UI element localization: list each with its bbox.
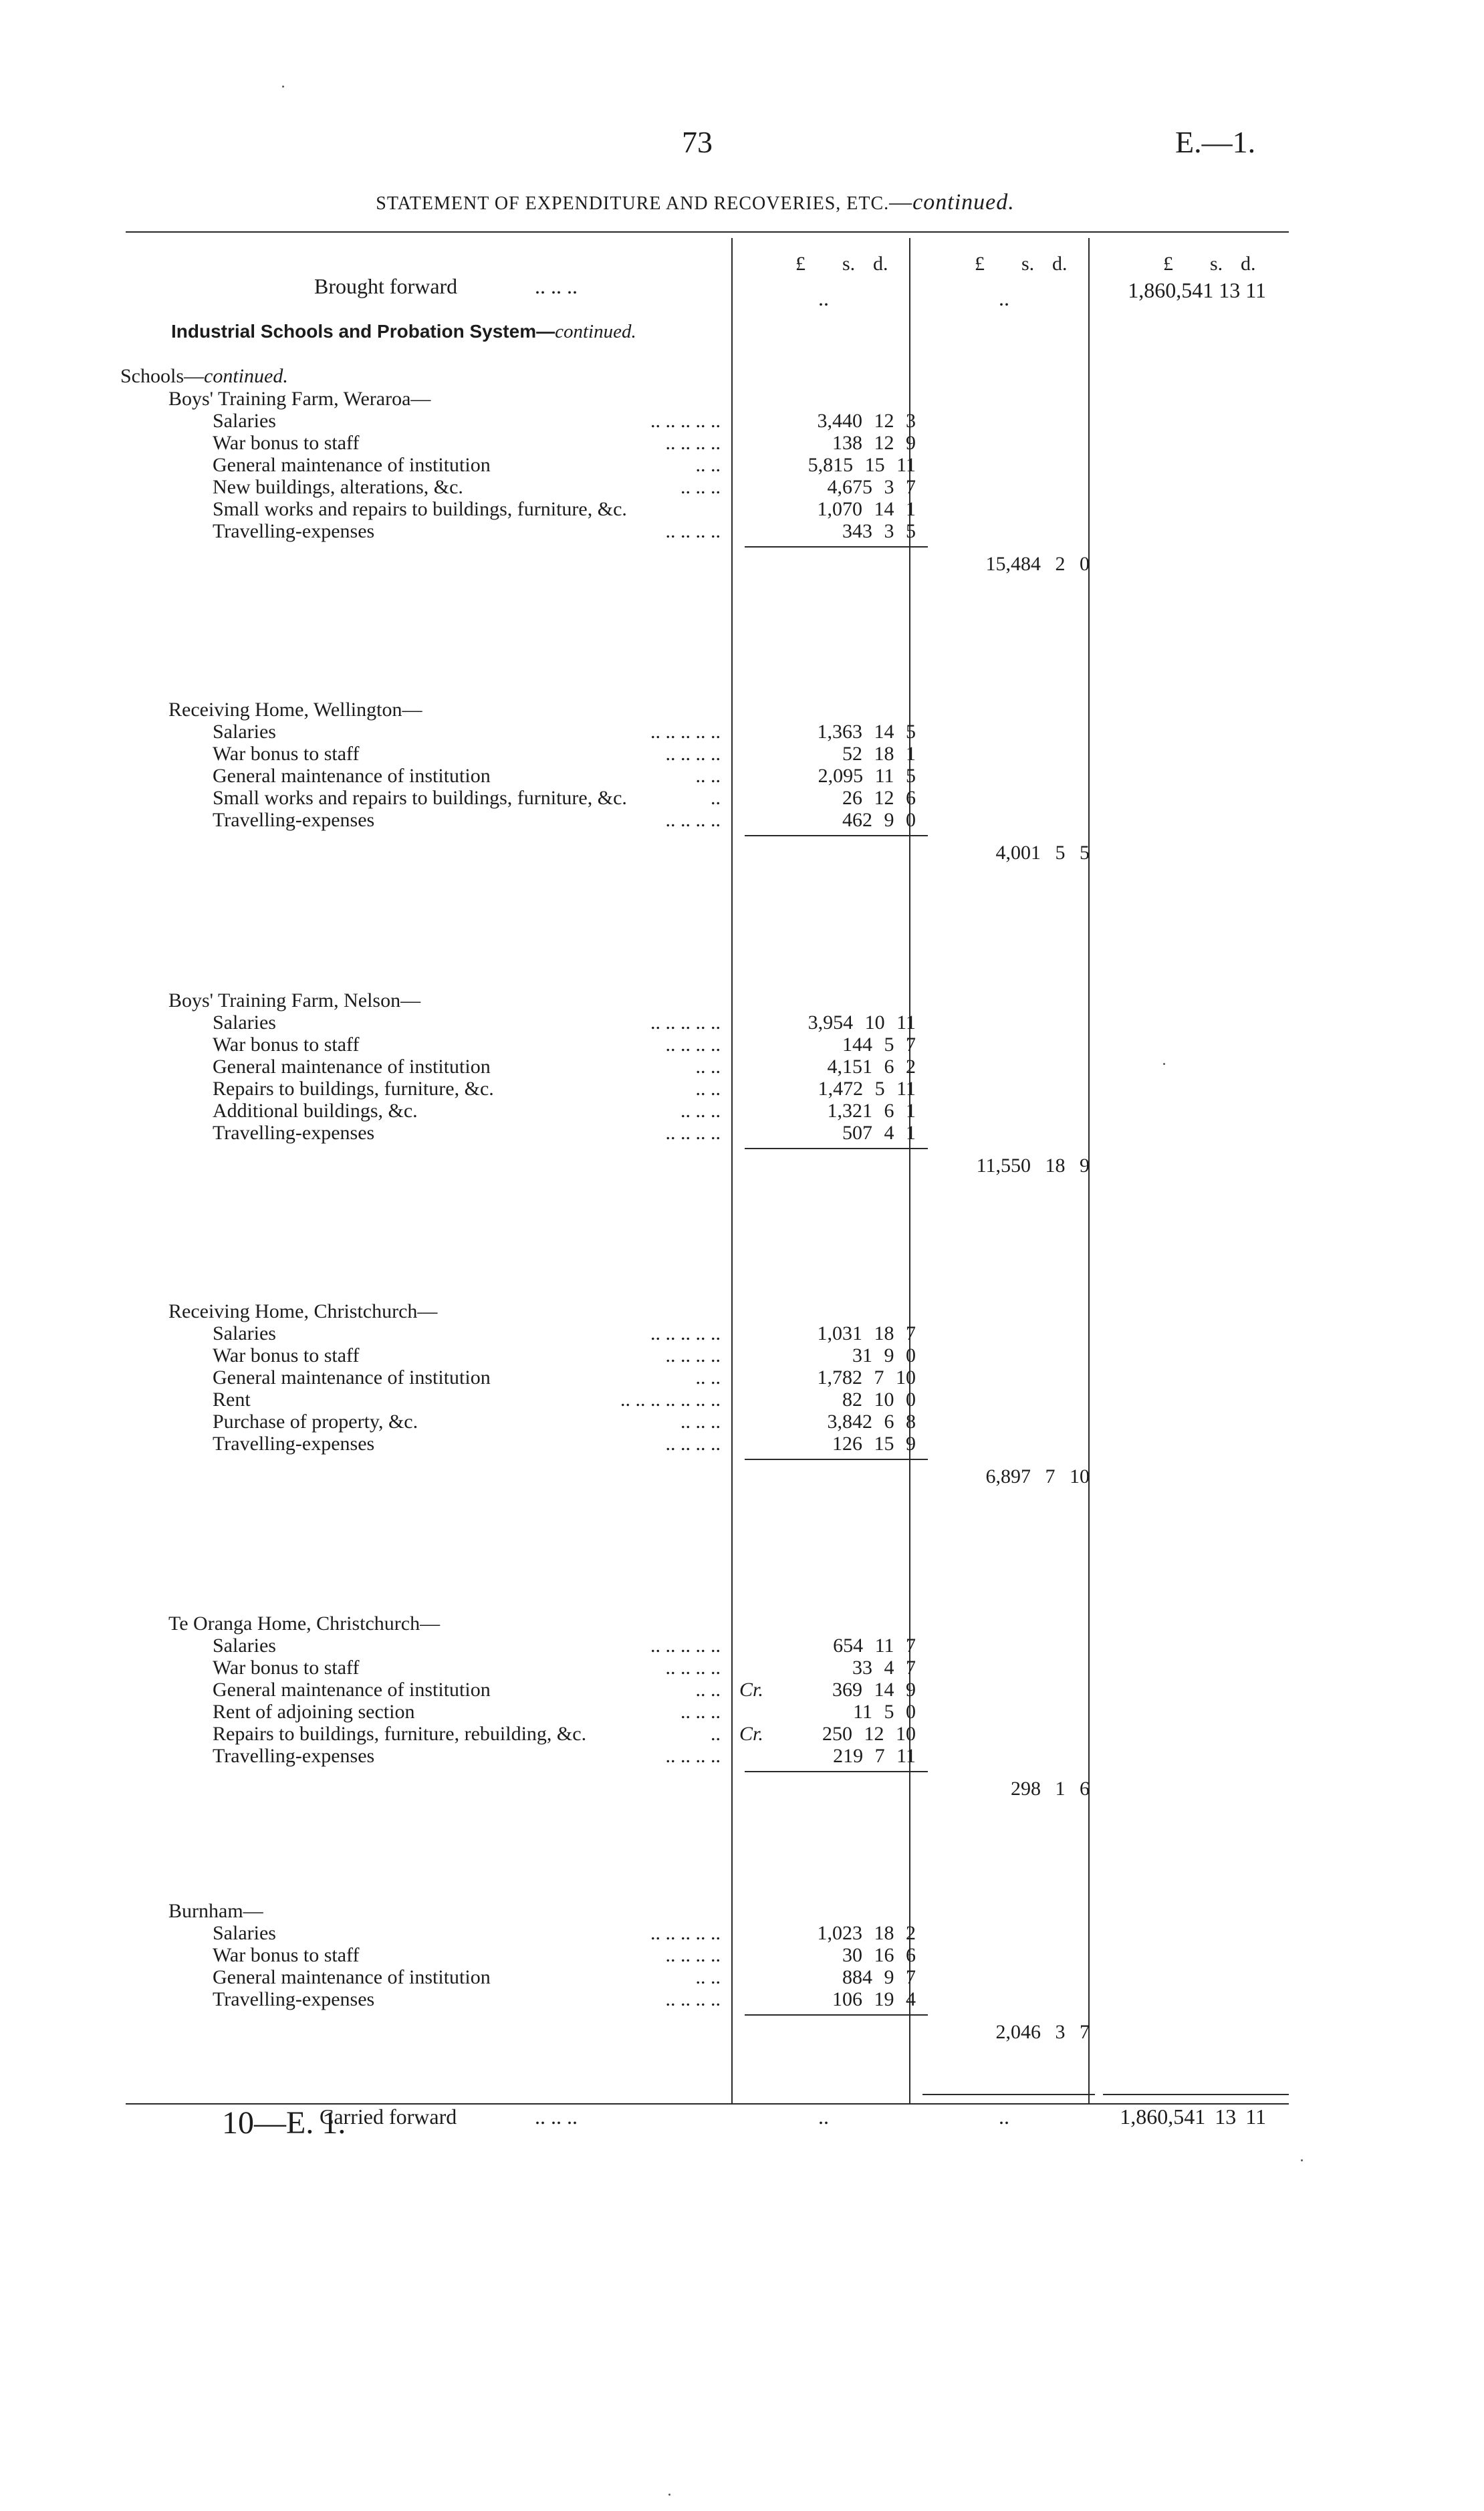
line-item-amount: 126 15 9	[832, 1433, 916, 1455]
line-item-label: Salaries	[213, 410, 276, 432]
line-item-label: Salaries	[213, 1635, 276, 1657]
line-item-dots: .. ..	[695, 765, 721, 787]
line-item-dots: .. .. .. ..	[665, 520, 721, 542]
line-item-dots: .. ..	[695, 1679, 721, 1701]
statement-title	[0, 190, 1390, 215]
line-item-dots: .. .. .. ..	[665, 809, 721, 831]
line-item-label: War bonus to staff	[213, 1034, 360, 1056]
line-item-amount: 250 12 10	[822, 1723, 916, 1745]
carried-forward-col1: ..	[818, 2105, 829, 2129]
print-speck	[1163, 1063, 1165, 1065]
line-item-dots: .. .. .. .. ..	[650, 1322, 721, 1344]
line-item-label: Salaries	[213, 1322, 276, 1344]
line-item-dots: .. .. .. ..	[665, 743, 721, 765]
line-item-label: Small works and repairs to buildings, furniture, &c.	[213, 498, 627, 520]
section-heading-continued: continued.	[555, 321, 636, 342]
brought-forward-label: Brought forward	[314, 274, 458, 298]
line-item-amount: 3,842 6 8	[827, 1411, 916, 1433]
group-heading: Burnham—	[168, 1900, 263, 1922]
line-item-label: War bonus to staff	[213, 1344, 360, 1366]
carried-forward-dots: .. .. ..	[535, 2105, 578, 2129]
line-item-label: General maintenance of institution	[213, 1679, 491, 1701]
line-item-dots: .. .. ..	[681, 476, 721, 498]
line-item-dots: .. .. .. .. ..	[650, 1922, 721, 1944]
brought-forward-col2: ..	[999, 286, 1009, 310]
line-item-label: General maintenance of institution	[213, 454, 491, 476]
line-item-dots: .. .. .. ..	[665, 1944, 721, 1966]
line-item-amount: 82 10 0	[842, 1389, 916, 1411]
title-main: STATEMENT OF EXPENDITURE AND RECOVERIES, ETC.	[376, 193, 890, 214]
line-item-amount: 2,095 11 5	[818, 765, 916, 787]
line-item-amount: 3,954 10 11	[808, 1011, 916, 1034]
line-item-dots: .. .. .. ..	[665, 1034, 721, 1056]
credit-marker: Cr.	[739, 1723, 763, 1745]
subtotal-rule	[745, 1459, 928, 1460]
line-item-dots: ..	[711, 1723, 721, 1745]
line-item-label: Additional buildings, &c.	[213, 1100, 418, 1122]
carried-forward-total: 1,860,541 13 11	[1120, 2105, 1266, 2129]
print-speck	[668, 2494, 670, 2496]
currency-header-col2-s: s.	[1021, 253, 1035, 275]
line-item-label: Travelling-expenses	[213, 1433, 375, 1455]
line-item-dots: .. .. .. ..	[665, 1657, 721, 1679]
group-subtotal: 15,484 2 0	[985, 553, 1090, 575]
line-item-amount: 343 3 5	[842, 520, 916, 542]
group-heading: Receiving Home, Wellington—	[168, 699, 422, 721]
brought-forward-total: 1,860,541 13 11	[1128, 278, 1266, 302]
line-item-amount: 1,321 6 1	[827, 1100, 916, 1122]
line-item-amount: 4,675 3 7	[827, 476, 916, 498]
line-item-amount: 52 18 1	[842, 743, 916, 765]
group-heading: Te Oranga Home, Christchurch—	[168, 1612, 441, 1635]
carried-forward-col2: ..	[999, 2105, 1009, 2129]
line-item-label: General maintenance of institution	[213, 1966, 491, 1988]
line-item-amount: 1,363 14 5	[817, 721, 916, 743]
print-speck	[1301, 2159, 1303, 2161]
carried-rule-col2	[922, 2094, 1095, 2095]
line-item-dots: .. ..	[695, 1056, 721, 1078]
group-heading: Boys' Training Farm, Weraroa—	[168, 388, 431, 410]
section-heading	[171, 321, 636, 343]
brought-forward-col1: ..	[818, 286, 829, 310]
line-item-dots: .. .. ..	[681, 1701, 721, 1723]
line-item-amount: 144 5 7	[842, 1034, 916, 1056]
line-item-amount: 4,151 6 2	[827, 1056, 916, 1078]
line-item-dots: .. .. .. ..	[665, 1988, 721, 2010]
page-number: 73	[682, 125, 713, 159]
group-subtotal: 4,001 5 5	[995, 842, 1090, 864]
subtotal-rule	[745, 1148, 928, 1149]
currency-header-col2-pound: £	[975, 253, 985, 275]
footer-reference: 10—E. 1.	[222, 2105, 346, 2141]
line-item-amount: 11 5 0	[853, 1701, 916, 1723]
line-item-amount: 1,782 7 10	[817, 1366, 916, 1389]
line-item-amount: 106 19 4	[832, 1988, 916, 2010]
title-continued: continued.	[912, 190, 1015, 215]
subtotal-rule	[745, 546, 928, 548]
line-item-label: Repairs to buildings, furniture, &c.	[213, 1078, 494, 1100]
line-item-dots: .. ..	[695, 1966, 721, 1988]
line-item-label: War bonus to staff	[213, 743, 360, 765]
line-item-label: Travelling-expenses	[213, 809, 375, 831]
line-item-label: Salaries	[213, 721, 276, 743]
line-item-dots: .. .. ..	[681, 1100, 721, 1122]
line-item-label: Travelling-expenses	[213, 520, 375, 542]
line-item-dots: .. .. .. ..	[665, 1433, 721, 1455]
line-item-label: Rent of adjoining section	[213, 1701, 415, 1723]
line-item-dots: .. .. .. ..	[665, 432, 721, 454]
group-subtotal: 2,046 3 7	[995, 2021, 1090, 2043]
line-item-dots: .. .. .. .. ..	[650, 1011, 721, 1034]
currency-header-col2-d: d.	[1052, 253, 1068, 275]
group-heading: Boys' Training Farm, Nelson—	[168, 989, 421, 1011]
line-item-amount: 507 4 1	[842, 1122, 916, 1144]
line-item-label: War bonus to staff	[213, 432, 360, 454]
line-item-amount: 33 4 7	[852, 1657, 916, 1679]
line-item-amount: 1,472 5 11	[818, 1078, 916, 1100]
schools-label-main: Schools	[120, 365, 184, 387]
currency-header-col3-d: d.	[1241, 253, 1256, 275]
line-item-label: General maintenance of institution	[213, 1366, 491, 1389]
line-item-label: Travelling-expenses	[213, 1988, 375, 2010]
line-item-amount: 654 11 7	[833, 1635, 916, 1657]
line-item-amount: 369 14 9	[832, 1679, 916, 1701]
subtotal-rule	[745, 2014, 928, 2016]
line-item-dots: .. .. .. .. .. .. ..	[620, 1389, 721, 1411]
credit-marker: Cr.	[739, 1679, 763, 1701]
group-subtotal: 11,550 18 9	[976, 1155, 1090, 1177]
line-item-dots: .. .. .. .. ..	[650, 1635, 721, 1657]
line-item-amount: 462 9 0	[842, 809, 916, 831]
line-item-label: Rent	[213, 1389, 251, 1411]
section-heading-dash: —	[536, 321, 555, 342]
line-item-label: Travelling-expenses	[213, 1745, 375, 1767]
print-speck	[282, 86, 284, 88]
schools-label-dash: —	[184, 365, 205, 387]
brought-forward-dots: .. .. ..	[535, 274, 578, 298]
line-item-label: Purchase of property, &c.	[213, 1411, 418, 1433]
line-item-dots: .. ..	[695, 454, 721, 476]
line-item-amount: 1,070 14 1	[817, 498, 916, 520]
line-item-dots: ..	[711, 787, 721, 809]
schools-label	[120, 365, 288, 388]
title-dash: —	[889, 190, 913, 215]
line-item-dots: .. .. .. .. ..	[650, 410, 721, 432]
group-subtotal: 6,897 7 10	[985, 1465, 1090, 1487]
line-item-label: Repairs to buildings, furniture, rebuilding, &c.	[213, 1723, 587, 1745]
line-item-dots: .. .. .. .. ..	[650, 721, 721, 743]
line-item-dots: .. .. ..	[681, 1411, 721, 1433]
subtotal-rule	[745, 1771, 928, 1772]
line-item-dots: .. .. .. ..	[665, 1745, 721, 1767]
line-item-amount: 30 16 6	[842, 1944, 916, 1966]
line-item-label: General maintenance of institution	[213, 1056, 491, 1078]
carried-forward-label: Carried forward	[320, 2105, 457, 2129]
line-item-label: Small works and repairs to buildings, furniture, &c.	[213, 787, 627, 809]
group-subtotal: 298 1 6	[1011, 1778, 1090, 1800]
line-item-dots: .. .. .. ..	[665, 1122, 721, 1144]
line-item-amount: 1,031 18 7	[817, 1322, 916, 1344]
line-item-dots: .. .. .. ..	[665, 1344, 721, 1366]
line-item-label: War bonus to staff	[213, 1657, 360, 1679]
group-heading: Receiving Home, Christchurch—	[168, 1300, 438, 1322]
line-item-label: Salaries	[213, 1922, 276, 1944]
currency-header-col3-pound: £	[1163, 253, 1173, 275]
line-item-dots: .. ..	[695, 1366, 721, 1389]
line-item-label: Travelling-expenses	[213, 1122, 375, 1144]
currency-header-col3-s: s.	[1210, 253, 1223, 275]
line-item-amount: 3,440 12 3	[817, 410, 916, 432]
line-item-amount: 884 9 7	[842, 1966, 916, 1988]
schools-label-continued: continued.	[204, 365, 288, 387]
line-item-amount: 26 12 6	[842, 787, 916, 809]
currency-header-col1-pound: £	[795, 253, 806, 275]
line-item-amount: 31 9 0	[852, 1344, 916, 1366]
currency-header-col1-d: d.	[873, 253, 888, 275]
document-code: E.—1.	[1175, 125, 1256, 159]
line-item-amount: 5,815 15 11	[808, 454, 916, 476]
line-item-amount: 138 12 9	[832, 432, 916, 454]
subtotal-rule	[745, 835, 928, 836]
currency-header-col1-s: s.	[842, 253, 856, 275]
line-item-dots: .. ..	[695, 1078, 721, 1100]
line-item-label: General maintenance of institution	[213, 765, 491, 787]
line-item-label: Salaries	[213, 1011, 276, 1034]
line-item-label: New buildings, alterations, &c.	[213, 476, 463, 498]
line-item-label: War bonus to staff	[213, 1944, 360, 1966]
section-heading-main: Industrial Schools and Probation System	[171, 321, 537, 342]
header-rule	[126, 231, 1289, 233]
line-item-amount: 219 7 11	[833, 1745, 916, 1767]
line-item-amount: 1,023 18 2	[817, 1922, 916, 1944]
carried-rule-col3	[1103, 2094, 1289, 2095]
